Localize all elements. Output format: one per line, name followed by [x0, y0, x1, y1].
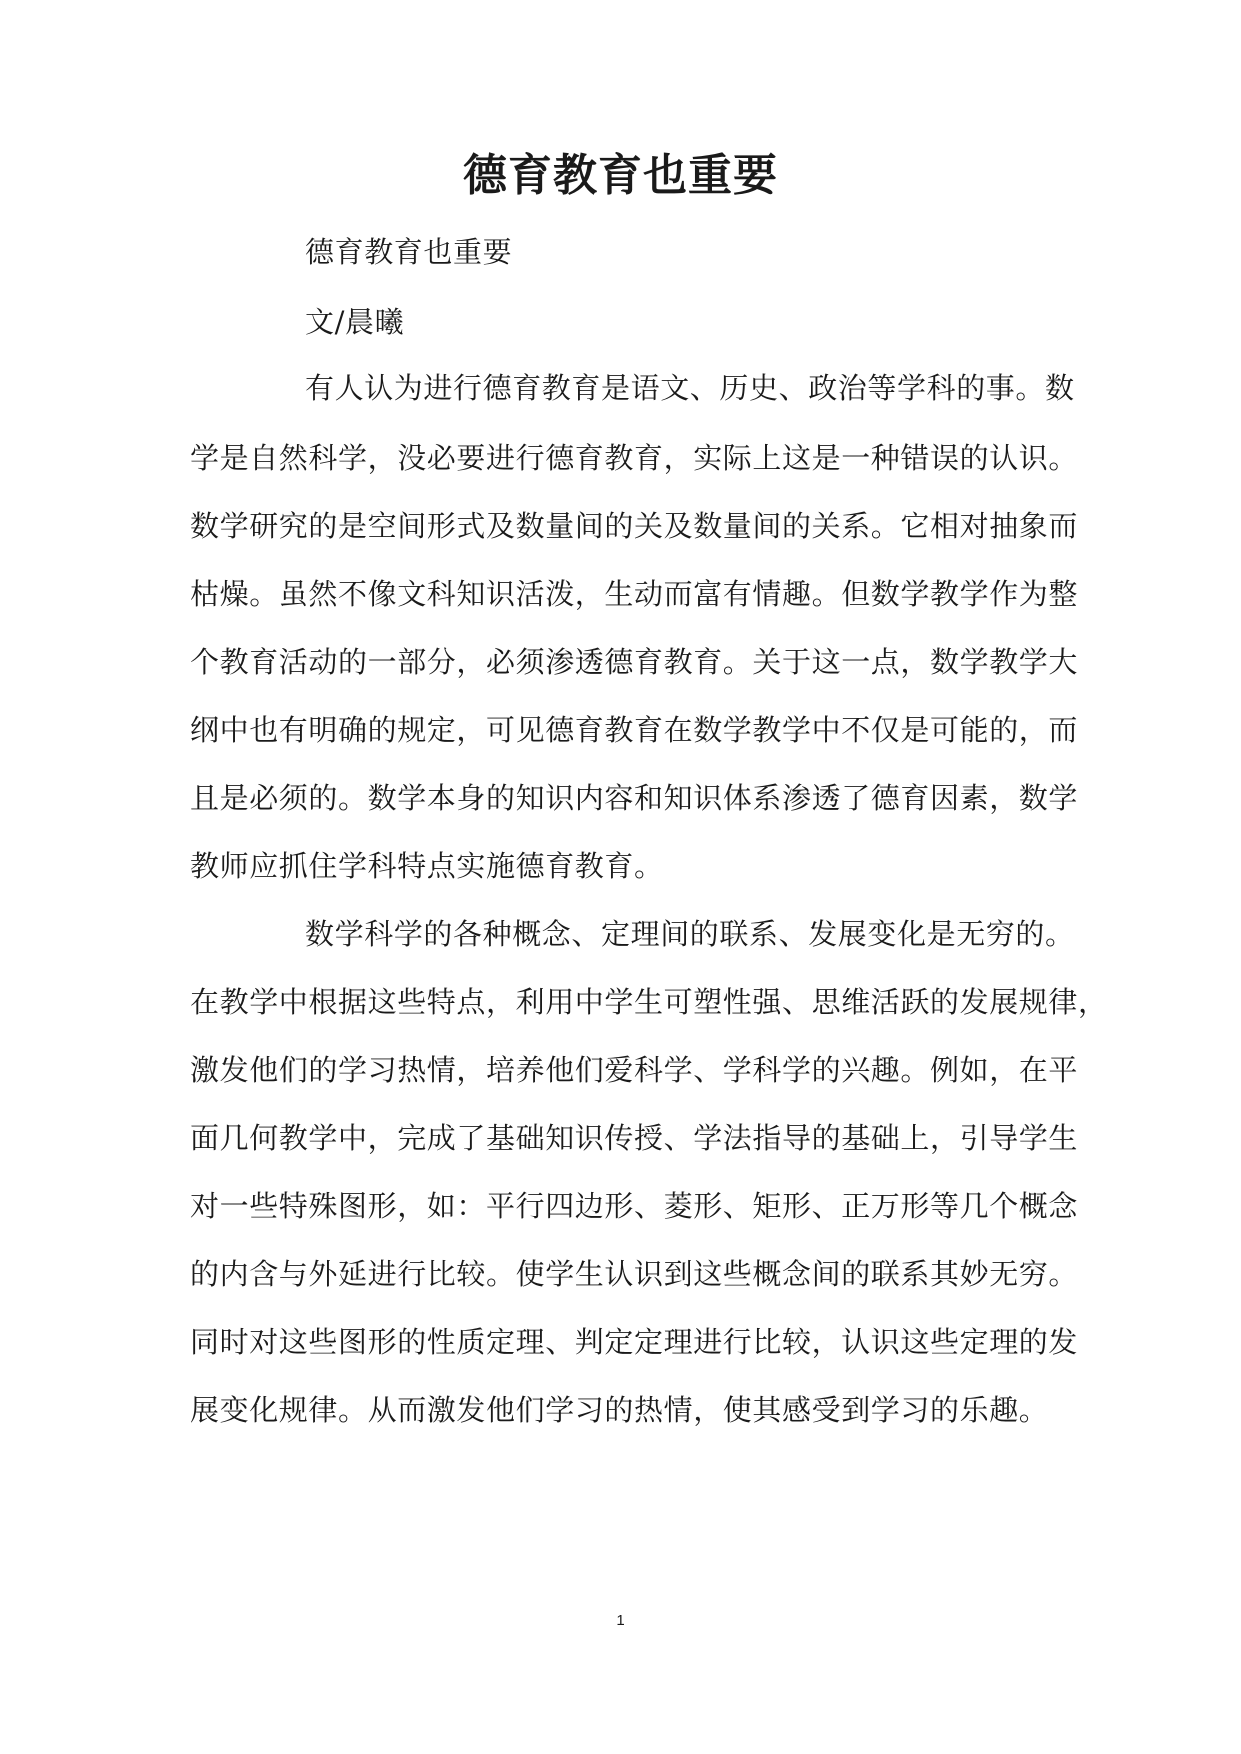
paragraph-line: 在教学中根据这些特点，利用中学生可塑性强、思维活跃的发展规律， [190, 985, 1108, 1019]
paragraph-line: 面几何教学中，完成了基础知识传授、学法指导的基础上，引导学生 [190, 1121, 1079, 1155]
document-title: 德育教育也重要 [463, 150, 778, 201]
paragraph-line: 教师应抓住学科特点实施德育教育。 [190, 849, 664, 883]
paragraph-line: 纲中也有明确的规定，可见德育教育在数学教学中不仅是可能的，而 [190, 713, 1079, 747]
paragraph-line: 有人认为进行德育教育是语文、历史、政治等学科的事。数 [305, 371, 1075, 405]
paragraph-line: 展变化规律。从而激发他们学习的热情，使其感受到学习的乐趣。 [190, 1393, 1049, 1427]
paragraph-line: 同时对这些图形的性质定理、判定定理进行比较，认识这些定理的发 [190, 1325, 1079, 1359]
subtitle: 德育教育也重要 [305, 235, 513, 269]
paragraph-line: 对一些特殊图形，如：平行四边形、菱形、矩形、正万形等几个概念 [190, 1189, 1079, 1223]
paragraph-line: 个教育活动的一部分，必须渗透德育教育。关于这一点，数学教学大 [190, 645, 1079, 679]
paragraph-line: 学是自然科学，没必要进行德育教育，实际上这是一种错误的认识。 [190, 441, 1079, 475]
paragraph-line: 数学研究的是空间形式及数量间的关及数量间的关系。它相对抽象而 [190, 509, 1079, 543]
paragraph-line: 数学科学的各种概念、定理间的联系、发展变化是无穷的。 [305, 917, 1075, 951]
paragraph-line: 且是必须的。数学本身的知识内容和知识体系渗透了德育因素，数学 [190, 781, 1079, 815]
author-line: 文/晨曦 [305, 305, 405, 339]
paragraph-line: 枯燥。虽然不像文科知识活泼，生动而富有情趣。但数学教学作为整 [190, 577, 1079, 611]
paragraph-line: 激发他们的学习热情，培养他们爱科学、学科学的兴趣。例如，在平 [190, 1053, 1079, 1087]
page-number: 1 [616, 1612, 625, 1629]
paragraph-line: 的内含与外延进行比较。使学生认识到这些概念间的联系其妙无穷。 [190, 1257, 1079, 1291]
